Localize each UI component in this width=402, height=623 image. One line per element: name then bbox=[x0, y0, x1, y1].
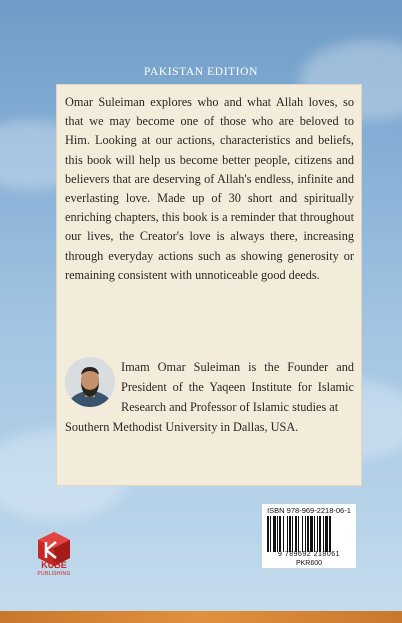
publisher-subtitle: PUBLISHING bbox=[37, 571, 71, 577]
price-label: PKR600 bbox=[295, 560, 323, 567]
book-description: Omar Suleiman explores who and what Allah loves, so that we may become one of those who are beloved to Him. Looking at our actions, characteristics and beliefs, this book will help us become better people, citizens and believers that are deserving of Allah's endless, infinite and everlasting love. Made up of 30 short and spiritually enriching chapters, this book is a reminder that throughout our lives, the Creator's love is always there, increasing through everyday actions such as showing generosity or remaining consistent with unnoticeable good deeds. bbox=[65, 95, 354, 282]
author-bio-last-line: Southern Methodist University in Dallas, USA. bbox=[65, 420, 299, 434]
text-panel bbox=[56, 84, 362, 486]
edition-label: PAKISTAN EDITION bbox=[144, 66, 258, 78]
author-bio: Imam Omar Suleiman is the Founder and President of the Yaqeen Institute for Islamic Research and Professor of Islamic studies at bbox=[121, 360, 354, 414]
publisher-name: KUBE bbox=[41, 560, 67, 570]
author-portrait-icon bbox=[65, 357, 115, 407]
isbn-text: ISBN 978-969-2218-06-1 bbox=[267, 506, 351, 515]
barcode-digits: 9 789692 218061 bbox=[278, 551, 340, 558]
bottom-band bbox=[0, 611, 402, 623]
barcode-icon bbox=[267, 516, 351, 552]
barcode-box bbox=[262, 504, 356, 568]
author-photo bbox=[65, 357, 115, 407]
